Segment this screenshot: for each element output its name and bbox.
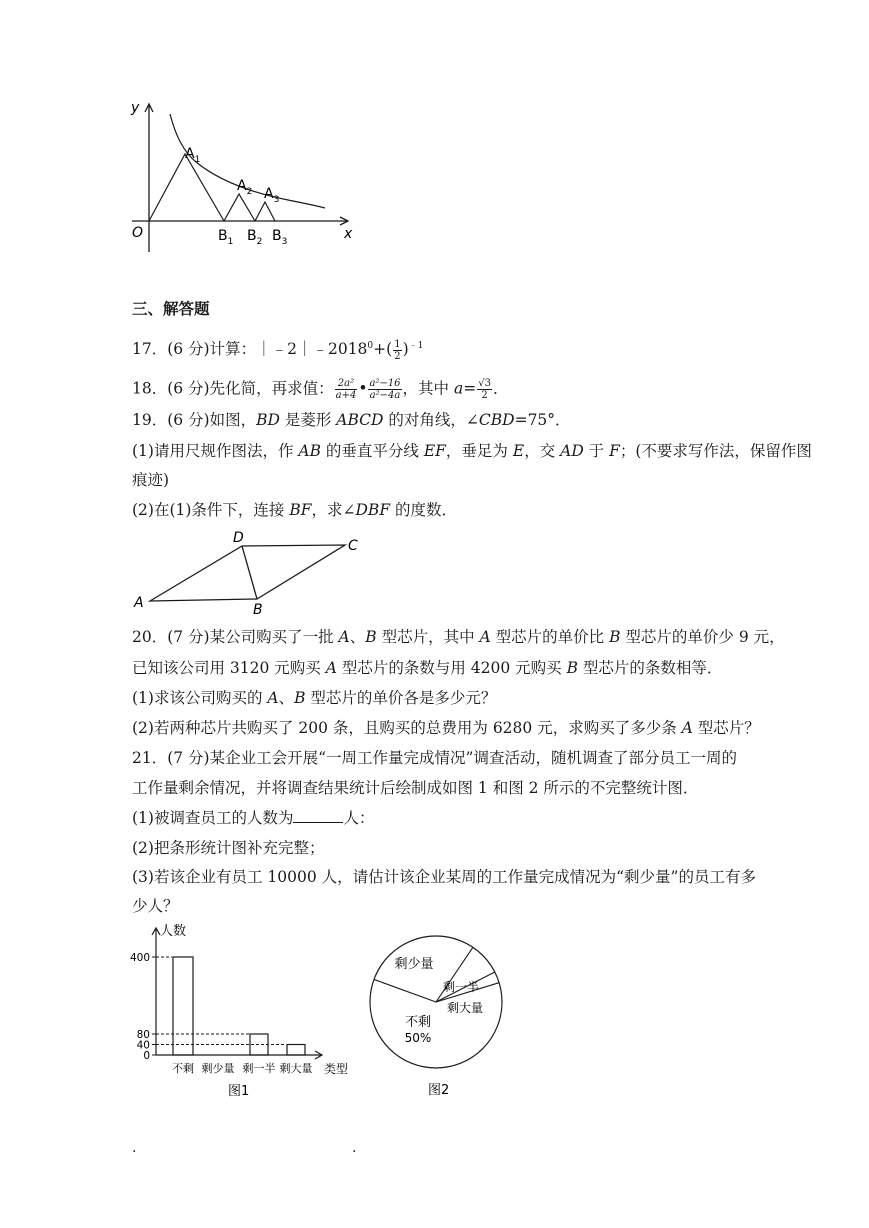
question-18 (132, 378, 508, 401)
q20-l1-B: B (365, 628, 377, 646)
q20-l4-a: (2)若两种芯片共购买了 200 条，且购买的总费用为 6280 元，求购买了多少条 (132, 719, 682, 737)
q19-l2-ad: AD (560, 442, 584, 460)
answer-blank[interactable] (293, 808, 343, 823)
question-20-line-3 (132, 688, 496, 708)
diagonal-bd (242, 546, 257, 599)
bar-y-tick-label: 80 (136, 1029, 150, 1041)
q20-l1-d: 型芯片的单价比 (490, 628, 610, 646)
q20-l1-a: 20．(7 分)某公司购买了一批 (132, 628, 339, 646)
q19-l2-c: ，垂足为 (445, 442, 513, 460)
question-19-line-4 (132, 500, 457, 520)
q19-l2-a: (1)请用尺规作图法，作 (132, 442, 299, 460)
q20-l4-b: 型芯片？ (692, 719, 760, 737)
q18-mid: ，其中 (402, 379, 454, 398)
bar-category-label: 不剩 (172, 1062, 194, 1075)
bar-y-tick-label: 0 (143, 1050, 150, 1062)
bar-chart-axes (130, 928, 322, 1062)
bar-chart-title: 图1 (228, 1084, 250, 1099)
label-rhombus-a: A (134, 595, 144, 611)
q20-l2-c: 型芯片的条数相等． (577, 659, 723, 677)
pie-slice-value-label: 50% (404, 1031, 432, 1045)
bar-y-tick-label: 40 (136, 1039, 150, 1052)
q18-var: a (453, 379, 464, 398)
footer-dot-right: . (352, 1140, 357, 1156)
question-17 (132, 336, 423, 362)
q19-l4-a: (2)在(1)条件下，连接 (132, 501, 290, 519)
label-b3: $B_3$ (272, 228, 288, 247)
bar-category-label: 剩一半 (242, 1062, 276, 1075)
origin-label: O (132, 225, 144, 241)
q19-l4-c: 的度数． (390, 501, 458, 519)
q20-l2-a: 已知该公司用 3120 元购买 (132, 659, 326, 677)
q18-f3-num: √3 (478, 378, 491, 389)
question-19-line-1 (132, 410, 571, 430)
x-axis-label: x (344, 226, 353, 242)
question-19-line-2 (132, 441, 812, 461)
q19-l1-d: =75°． (514, 411, 571, 429)
q20-l1-A: A (338, 628, 350, 646)
pie-slice-label: 不剩 (404, 1015, 432, 1030)
label-a1: $A_1$ (185, 146, 201, 165)
q19-l4-dbf: DBF (355, 501, 391, 519)
q20-l1-b: 、 (349, 628, 366, 646)
question-21-line-4: (2)把条形统计图补充完整； (132, 839, 325, 857)
q20-l3-A: A (267, 689, 279, 707)
bar-chart-ylabel: 人数 (160, 924, 187, 939)
q19-l2-e2: 于 (583, 442, 610, 460)
bar-chart-marks (172, 957, 313, 1075)
q18-fraction-3 (477, 378, 492, 401)
q20-l2-b: 型芯片的条数与用 4200 元购买 (336, 659, 567, 677)
q17-exponent-neg-one: ﹣1 (408, 341, 424, 351)
q19-l2-f: F (609, 442, 620, 460)
pie-chart-marks (370, 936, 502, 1068)
q20-l4-A: A (681, 719, 693, 737)
q19-l1-cbd: CBD (478, 411, 515, 429)
q20-l1-e: 型芯片的单价少 9 元， (620, 628, 785, 646)
rhombus-figure (130, 528, 370, 618)
q20-l1-B2: B (609, 628, 621, 646)
question-21-line-5: (3)若该企业有员工 10000 人，请估计该企业某周的工作量完成情况为“剩少量”的员工有多 (132, 868, 756, 886)
q18-end: ． (492, 379, 509, 398)
label-rhombus-d: D (233, 530, 244, 546)
q17-close-paren: ) (402, 340, 409, 359)
q19-l2-d: ，交 (524, 442, 561, 460)
q18-f2-num: a²−16 (369, 378, 401, 389)
q18-f2-den: a²−4a (369, 390, 401, 401)
bar-3 (287, 1045, 305, 1056)
q18-f3-den: 2 (481, 390, 488, 401)
pie-chart-title: 图2 (428, 1083, 450, 1098)
question-20-line-2 (132, 658, 722, 678)
q18-fraction-1 (335, 378, 358, 401)
bar-category-label: 剩大量 (279, 1062, 313, 1075)
bar-y-tick-label: 400 (129, 952, 150, 964)
q20-l2-B: B (566, 659, 578, 677)
question-21-line-6: 少人？ (132, 897, 179, 915)
q20-l3-b: 、 (278, 689, 295, 707)
q20-l3-a: (1)求该公司购买的 (132, 689, 268, 707)
question-21-line-1: 21．(7 分)某企业工会开展“一周工作量完成情况”调查活动，随机调查了部分员工一周的 (132, 749, 737, 767)
question-21-line-3 (132, 808, 374, 828)
q18-fraction-2 (368, 378, 401, 401)
q20-l3-B: B (294, 689, 306, 707)
q19-l1-b: 是菱形 (279, 411, 337, 429)
q19-l1-a: 19．(6 分)如图， (132, 411, 257, 429)
q17-frac-num: 1 (394, 338, 401, 350)
q18-text: 18．(6 分)先化简，再求值： (132, 379, 334, 398)
q20-l1-c: 型芯片，其中 (376, 628, 480, 646)
q18-f1-num: 2a² (335, 378, 358, 390)
q17-exponent-zero: 0 (367, 341, 374, 351)
q19-l1-c: 的对角线，∠ (383, 411, 479, 429)
rhombus-abcd (150, 545, 345, 601)
pie-slice-label: 剩一半 (442, 980, 480, 994)
question-20-line-1 (132, 627, 785, 647)
q20-l2-A: A (325, 659, 337, 677)
triangle-b1a2b2 (224, 194, 255, 221)
label-b1: $B_1$ (218, 228, 234, 247)
pie-chart (362, 928, 522, 1100)
q17-text: 17．(6 分)计算：｜﹣2｜﹣2018 (132, 340, 368, 359)
question-19-line-3: 痕迹) (132, 471, 170, 489)
question-20-line-4 (132, 718, 760, 738)
q19-l4-b: ，求∠ (311, 501, 356, 519)
triangle-b2a3b3 (255, 202, 275, 221)
q17-frac-den: 2 (394, 350, 401, 362)
q18-dot: • (358, 379, 368, 398)
label-a3: $A_3$ (264, 186, 280, 205)
q17-plus: +( (373, 340, 393, 359)
label-a2: $A_2$ (237, 178, 253, 197)
y-axis-label: y (131, 100, 140, 116)
label-rhombus-c: C (348, 538, 358, 554)
q18-eq: = (463, 379, 477, 398)
q19-l2-b: 的垂直平分线 (320, 442, 424, 460)
bar-category-label: 剩少量 (201, 1062, 235, 1075)
q19-l4-bf: BF (289, 501, 312, 519)
q18-f1-den: a+4 (335, 390, 357, 401)
section-title: 三、解答题 (132, 300, 210, 318)
label-rhombus-b: B (253, 602, 263, 618)
q21-l3-b: 人： (343, 809, 375, 827)
q20-l3-c: 型芯片的单价各是多少元？ (305, 689, 497, 707)
q19-l1-bd: BD (256, 411, 280, 429)
q19-l2-g: ；(不要求写作法，保留作图 (619, 442, 812, 460)
question-21-line-2: 工作量剩余情况，并将调查结果统计后绘制成如图 1 和图 2 所示的不完整统计图． (132, 779, 699, 797)
q19-l1-abcd: ABCD (336, 411, 384, 429)
pie-slice-boundary (374, 979, 436, 1002)
pie-slice-label: 剩少量 (394, 957, 434, 972)
q21-l3-a: (1)被调查员工的人数为 (132, 809, 294, 827)
triangle-oa1b1 (149, 154, 224, 221)
pie-slice-label: 剩大量 (446, 1001, 484, 1015)
q19-l2-ab: AB (298, 442, 321, 460)
q17-fraction (393, 339, 401, 362)
bar-chart-xlabel: 类型 (324, 1062, 349, 1076)
label-b2: $B_2$ (247, 228, 263, 247)
bar-0 (173, 957, 193, 1055)
footer-dot-left: . (132, 1140, 137, 1156)
bar-chart (122, 920, 362, 1100)
hyperbola-triangles-figure (118, 92, 368, 262)
q20-l1-A2: A (479, 628, 491, 646)
q19-l2-e: E (512, 442, 525, 460)
q19-l2-ef: EF (423, 442, 446, 460)
